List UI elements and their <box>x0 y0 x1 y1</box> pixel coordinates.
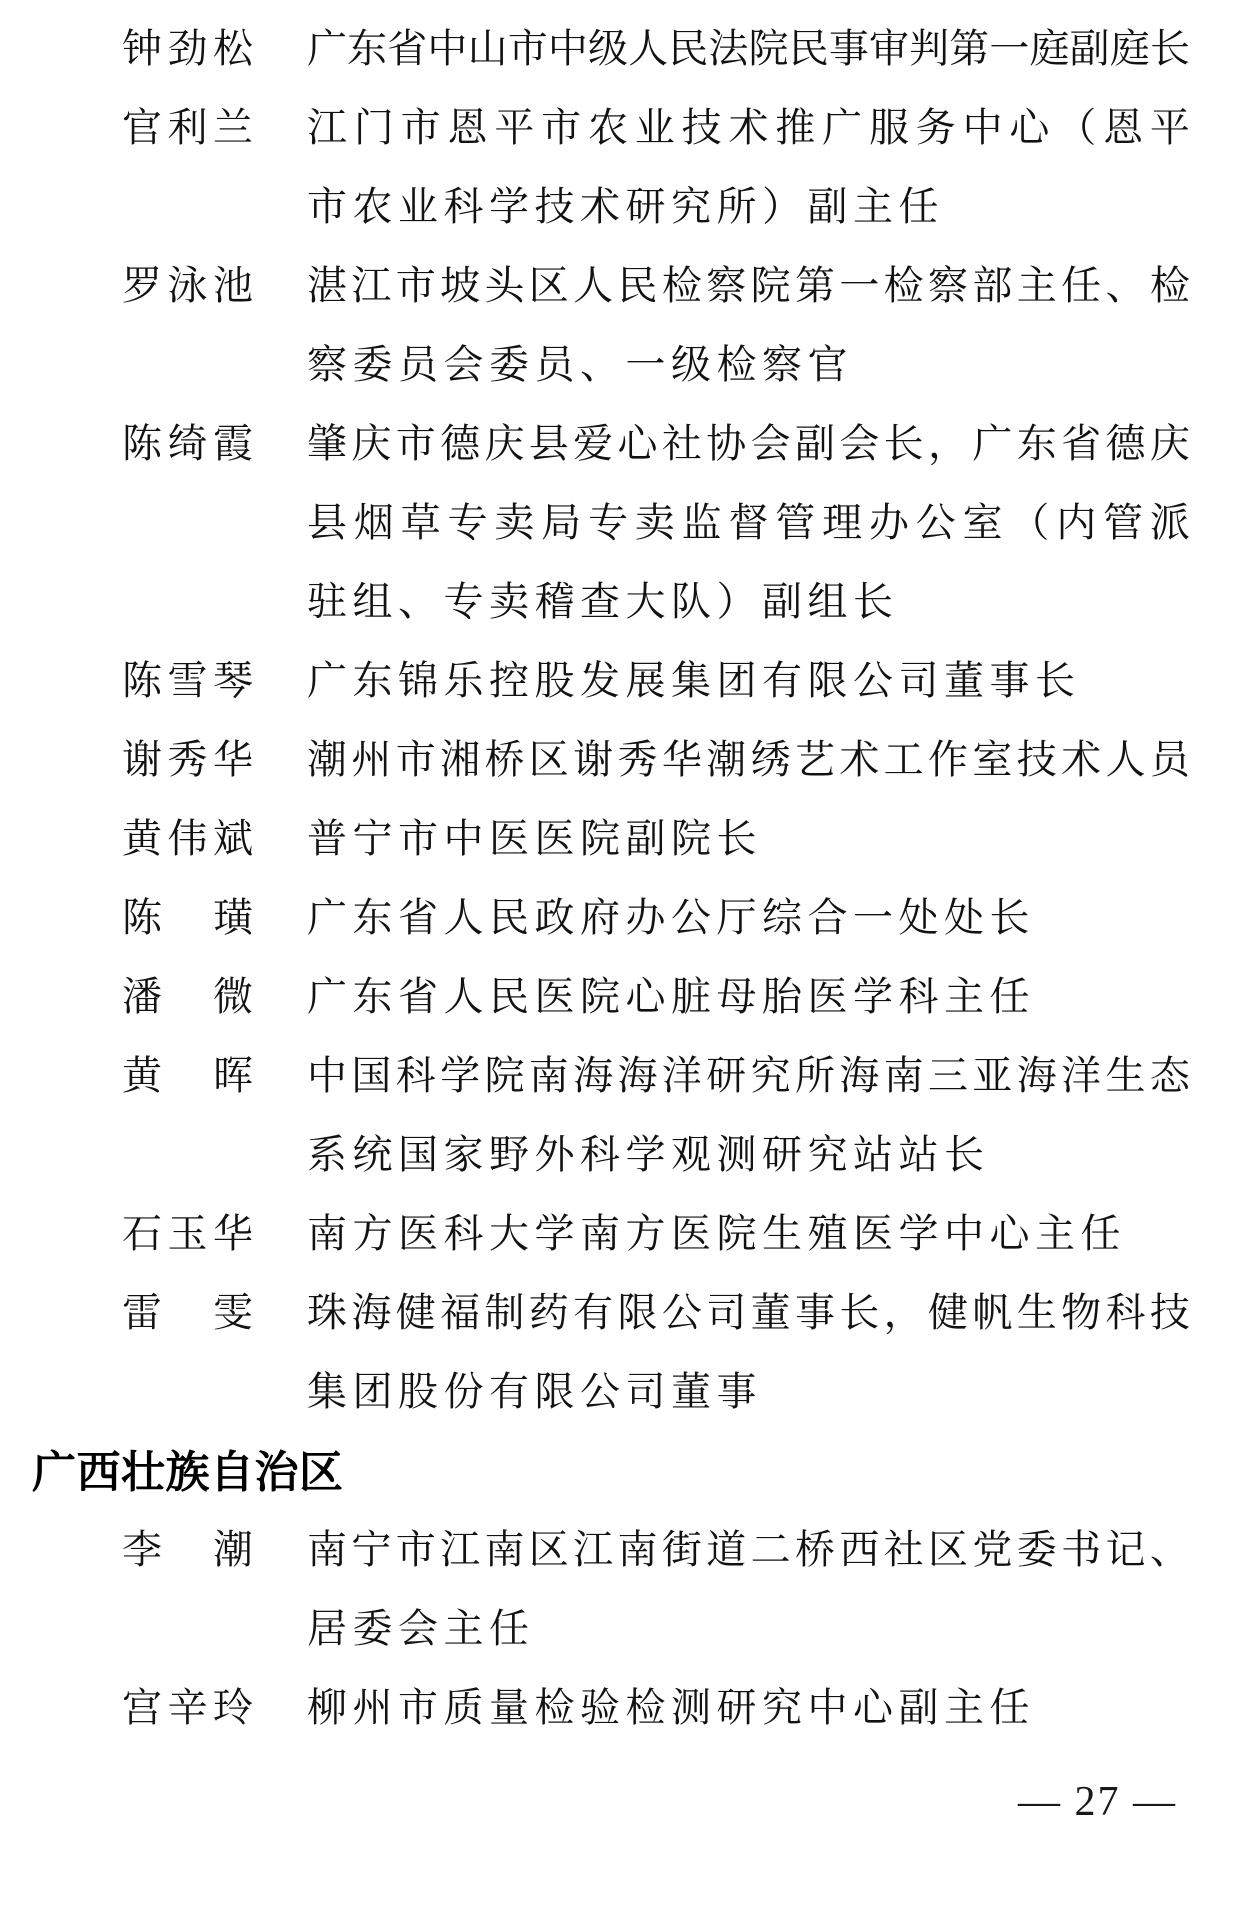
desc-char: 室 <box>962 500 1003 545</box>
desc-char: 有 <box>573 1290 614 1335</box>
desc-char: 工 <box>883 737 924 782</box>
desc-char: 、 <box>1105 263 1146 308</box>
desc-char: 会 <box>839 421 880 466</box>
desc-char: 一 <box>839 263 880 308</box>
desc-char: 事 <box>828 26 869 71</box>
desc-char: 任 <box>1061 263 1102 308</box>
desc-char: 办 <box>868 500 909 545</box>
desc-char: 检 <box>883 263 924 308</box>
desc-char: 科 <box>1105 1290 1146 1335</box>
desc-char: 草 <box>400 500 441 545</box>
desc-char: 态 <box>1149 1053 1190 1098</box>
entry-row <box>0 401 1242 480</box>
desc-char: 中 <box>962 105 1003 150</box>
desc-char: 洋 <box>1061 1053 1102 1098</box>
desc-char: 室 <box>972 737 1013 782</box>
name-char: 潮 <box>213 1527 253 1572</box>
section-header: 广西壮族自治区 <box>32 1447 344 1497</box>
desc-char: 法 <box>708 26 749 71</box>
name-char: 雪 <box>167 658 208 703</box>
page-number: — 27 — <box>1018 1779 1177 1825</box>
honoree-name <box>122 254 253 311</box>
desc-char: 技 <box>1149 1290 1190 1335</box>
desc-char: 公 <box>915 500 956 545</box>
desc-char: 潮 <box>307 737 347 782</box>
entry-continuation-row <box>0 322 1242 401</box>
desc-char: 德 <box>1105 421 1146 466</box>
entry-continuation-row <box>0 1349 1242 1428</box>
desc-char: 党 <box>972 1527 1013 1572</box>
desc-char: 科 <box>395 1053 436 1098</box>
desc-char: 心 <box>1009 105 1050 150</box>
name-char: 黄 <box>122 816 162 861</box>
desc-char: 人 <box>628 26 669 71</box>
desc-char: 头 <box>484 263 525 308</box>
section-header-row <box>0 1428 1242 1507</box>
name-char: 陈 <box>122 421 162 466</box>
desc-char: 东 <box>1016 421 1057 466</box>
desc-char: 南 <box>617 1527 658 1572</box>
honoree-name <box>122 17 253 74</box>
desc-char: 察 <box>706 263 747 308</box>
desc-char: 海 <box>351 1290 392 1335</box>
name-char: 利 <box>167 105 208 150</box>
desc-char: 理 <box>822 500 863 545</box>
position-description-line: 普宁市中医医院副院长 <box>307 816 762 861</box>
name-char: 泳 <box>167 263 208 308</box>
honoree-name <box>122 886 253 943</box>
desc-char: 健 <box>928 1290 969 1335</box>
desc-char: 广 <box>972 421 1013 466</box>
desc-char: 庆 <box>1149 421 1190 466</box>
desc-char: 专 <box>587 500 628 545</box>
desc-char: 三 <box>928 1053 969 1098</box>
desc-char: 广 <box>307 26 347 71</box>
desc-char: 道 <box>706 1527 747 1572</box>
desc-char: 庭 <box>1109 26 1150 71</box>
position-description-line: 广东省人民医院心脏母胎医学科主任 <box>307 974 1035 1019</box>
desc-char: 检 <box>661 263 702 308</box>
desc-char: 人 <box>1105 737 1146 782</box>
desc-char: 坡 <box>440 263 481 308</box>
desc-char: 华 <box>661 737 702 782</box>
name-char: 罗 <box>122 263 162 308</box>
name-char: 玉 <box>167 1211 208 1256</box>
honoree-name <box>122 728 253 785</box>
desc-char: 街 <box>661 1527 702 1572</box>
desc-char: 门 <box>353 105 394 150</box>
desc-char: 员 <box>1149 737 1190 782</box>
honoree-name <box>122 807 253 864</box>
desc-char: 务 <box>915 105 956 150</box>
desc-char: 长 <box>883 421 924 466</box>
desc-char: 限 <box>617 1290 658 1335</box>
entry-continuation-row <box>0 164 1242 243</box>
name-char: 石 <box>122 1211 162 1256</box>
name-char: 斌 <box>213 816 253 861</box>
desc-char: 事 <box>794 1290 835 1335</box>
desc-char: 南 <box>528 1053 569 1098</box>
desc-char: 绣 <box>750 737 791 782</box>
name-char: 微 <box>213 974 253 1019</box>
desc-char: 德 <box>440 421 481 466</box>
name-char: 钟 <box>122 26 162 71</box>
desc-char: 江 <box>440 1527 481 1572</box>
desc-char: 南 <box>307 1527 347 1572</box>
position-description-line: 南方医科大学南方医院生殖医学中心主任 <box>307 1211 1126 1256</box>
desc-char: 判 <box>909 26 950 71</box>
desc-char: 市 <box>507 26 548 71</box>
honoree-name <box>122 1281 253 1338</box>
desc-char: 副 <box>1069 26 1110 71</box>
desc-char: 洋 <box>661 1053 702 1098</box>
entry-row <box>0 1033 1242 1112</box>
desc-char: 潮 <box>706 737 747 782</box>
desc-char: 研 <box>706 1053 747 1098</box>
desc-char: 派 <box>1149 500 1190 545</box>
desc-char: 司 <box>706 1290 747 1335</box>
desc-char: 生 <box>1105 1053 1146 1098</box>
desc-char: 董 <box>750 1290 791 1335</box>
desc-char: 宁 <box>351 1527 392 1572</box>
name-char: 雯 <box>213 1290 253 1335</box>
desc-char: 中 <box>307 1053 347 1098</box>
desc-char: 桥 <box>794 1527 835 1572</box>
entry-row <box>0 796 1242 875</box>
name-char: 兰 <box>213 105 253 150</box>
entry-continuation-row <box>0 480 1242 559</box>
desc-char: 专 <box>447 500 488 545</box>
position-description-line <box>307 1281 1190 1338</box>
desc-char: 、 <box>1149 1527 1190 1572</box>
desc-char: 区 <box>528 263 569 308</box>
position-description-line: 驻组、专卖稽查大队）副组长 <box>307 579 899 624</box>
entry-row <box>0 1191 1242 1270</box>
name-char: 伟 <box>167 816 208 861</box>
desc-char: 卖 <box>494 500 535 545</box>
desc-char: 民 <box>617 263 658 308</box>
desc-char: 农 <box>587 105 628 150</box>
desc-char: 院 <box>750 263 791 308</box>
desc-char: 民 <box>668 26 709 71</box>
entry-row <box>0 6 1242 85</box>
desc-char: 管 <box>1103 500 1144 545</box>
desc-char: 市 <box>395 421 436 466</box>
desc-char: 社 <box>883 1527 924 1572</box>
position-description-line: 集团股份有限公司董事 <box>307 1369 762 1414</box>
desc-char: 术 <box>839 737 880 782</box>
name-char: 劲 <box>167 26 208 71</box>
desc-char: 术 <box>1061 737 1102 782</box>
position-description-line <box>307 254 1190 311</box>
desc-char: 江 <box>573 1527 614 1572</box>
desc-char: 局 <box>541 500 582 545</box>
position-description-line: 居委会主任 <box>307 1606 535 1651</box>
position-description-line: 广东锦乐控股发展集团有限公司董事长 <box>307 658 1081 703</box>
name-char: 霞 <box>213 421 253 466</box>
desc-char: 药 <box>528 1290 569 1335</box>
name-char: 秀 <box>167 737 208 782</box>
desc-char: 第 <box>949 26 990 71</box>
desc-char: 区 <box>928 1527 969 1572</box>
desc-char: 西 <box>839 1527 880 1572</box>
entry-row <box>0 1270 1242 1349</box>
desc-char: 市 <box>395 1527 436 1572</box>
desc-char: 民 <box>788 26 829 71</box>
desc-char: 县 <box>528 421 569 466</box>
entry-row <box>0 1507 1242 1586</box>
position-description-line: 察委员会委员、一级检察官 <box>307 342 853 387</box>
desc-char: 爱 <box>573 421 614 466</box>
desc-char: 南 <box>883 1053 924 1098</box>
desc-char: 会 <box>750 421 791 466</box>
desc-char: 心 <box>617 421 658 466</box>
desc-char: 级 <box>587 26 628 71</box>
position-description-line <box>307 412 1190 469</box>
desc-char: 谢 <box>573 737 614 782</box>
desc-char: 第 <box>794 263 835 308</box>
desc-char: 二 <box>750 1527 791 1572</box>
position-description-line: 市农业科学技术研究所）副主任 <box>307 184 944 229</box>
desc-char: 庭 <box>1029 26 1070 71</box>
name-char: 官 <box>122 105 162 150</box>
desc-char: 区 <box>528 737 569 782</box>
desc-char: 平 <box>1149 105 1190 150</box>
desc-char: 平 <box>494 105 535 150</box>
desc-char: 记 <box>1105 1527 1146 1572</box>
desc-char: 珠 <box>307 1290 347 1335</box>
desc-char: 主 <box>1016 263 1057 308</box>
desc-char: 制 <box>484 1290 525 1335</box>
honoree-name <box>122 96 253 153</box>
desc-char: 广 <box>822 105 863 150</box>
name-char: 池 <box>213 263 253 308</box>
desc-char: 区 <box>528 1527 569 1572</box>
desc-char: 湘 <box>440 737 481 782</box>
name-char: 陈 <box>122 658 162 703</box>
desc-char: 业 <box>634 105 675 150</box>
position-description-line <box>307 1518 1190 1575</box>
position-description-line <box>307 96 1190 153</box>
desc-char: 卖 <box>634 500 675 545</box>
desc-char: 长 <box>839 1290 880 1335</box>
name-char: 琴 <box>213 658 253 703</box>
desc-char: 恩 <box>1103 105 1144 150</box>
position-description-line: 广东省人民政府办公厅综合一处处长 <box>307 895 1035 940</box>
desc-char: 帆 <box>972 1290 1013 1335</box>
desc-char: 福 <box>440 1290 481 1335</box>
desc-char: （ <box>1056 105 1097 150</box>
desc-char: 国 <box>351 1053 392 1098</box>
desc-char: 管 <box>775 500 816 545</box>
name-char: 黄 <box>122 1053 162 1098</box>
entry-row <box>0 875 1242 954</box>
desc-char: 督 <box>728 500 769 545</box>
desc-char: 江 <box>307 105 347 150</box>
desc-char: 庆 <box>484 421 525 466</box>
desc-char: 院 <box>748 26 789 71</box>
entry-row <box>0 1665 1242 1744</box>
name-char: 华 <box>213 1211 253 1256</box>
entry-row <box>0 954 1242 1033</box>
desc-char: 湛 <box>307 263 347 308</box>
name-char: 宫 <box>122 1685 162 1730</box>
name-char: 李 <box>122 1527 162 1572</box>
desc-char: 人 <box>573 263 614 308</box>
desc-char: 长 <box>1149 26 1190 71</box>
desc-char: 海 <box>1016 1053 1057 1098</box>
position-description-line <box>307 17 1190 74</box>
desc-char: （ <box>1009 500 1050 545</box>
desc-char: 推 <box>775 105 816 150</box>
desc-char: 市 <box>395 737 436 782</box>
desc-char: 省 <box>1061 421 1102 466</box>
position-description-line <box>307 1044 1190 1101</box>
name-char: 谢 <box>122 737 162 782</box>
desc-char: 究 <box>750 1053 791 1098</box>
name-char: 潘 <box>122 974 162 1019</box>
honoree-name <box>122 1044 253 1101</box>
name-char: 华 <box>213 737 253 782</box>
name-char: 雷 <box>122 1290 162 1335</box>
desc-char: 县 <box>307 500 347 545</box>
desc-char: 州 <box>351 737 392 782</box>
desc-char: 技 <box>1016 737 1057 782</box>
position-description-line <box>307 728 1190 785</box>
desc-char: 市 <box>395 263 436 308</box>
desc-char: ， <box>928 421 969 466</box>
entry-row <box>0 717 1242 796</box>
desc-char: 技 <box>681 105 722 150</box>
name-char: 辛 <box>167 1685 208 1730</box>
desc-char: 恩 <box>447 105 488 150</box>
desc-char: 书 <box>1061 1527 1102 1572</box>
name-char: 璜 <box>213 895 253 940</box>
desc-char: 学 <box>440 1053 481 1098</box>
honoree-name <box>122 1676 253 1733</box>
desc-char: 监 <box>681 500 722 545</box>
desc-char: 省 <box>387 26 428 71</box>
desc-char: ， <box>883 1290 924 1335</box>
desc-char: 协 <box>706 421 747 466</box>
desc-char: 亚 <box>972 1053 1013 1098</box>
position-description-line: 系统国家野外科学观测研究站站长 <box>307 1132 990 1177</box>
desc-char: 审 <box>868 26 909 71</box>
desc-char: 庆 <box>351 421 392 466</box>
desc-char: 生 <box>1016 1290 1057 1335</box>
entry-row <box>0 243 1242 322</box>
desc-char: 中 <box>427 26 468 71</box>
desc-char: 东 <box>347 26 388 71</box>
desc-char: 海 <box>617 1053 658 1098</box>
desc-char: 副 <box>794 421 835 466</box>
desc-char: 市 <box>541 105 582 150</box>
desc-char: 委 <box>1016 1527 1057 1572</box>
desc-char: 山 <box>467 26 508 71</box>
position-description-line <box>307 491 1190 548</box>
desc-char: 南 <box>484 1527 525 1572</box>
honoree-name <box>122 412 253 469</box>
desc-char: 公 <box>661 1290 702 1335</box>
name-char: 陈 <box>122 895 162 940</box>
honoree-list <box>0 6 1242 1744</box>
desc-char: 海 <box>839 1053 880 1098</box>
desc-char: 市 <box>400 105 441 150</box>
name-char: 绮 <box>167 421 208 466</box>
name-char: 晖 <box>213 1053 253 1098</box>
desc-char: 物 <box>1061 1290 1102 1335</box>
entry-continuation-row <box>0 1112 1242 1191</box>
desc-char: 作 <box>928 737 969 782</box>
honoree-name <box>122 1518 253 1575</box>
desc-char: 秀 <box>617 737 658 782</box>
desc-char: 烟 <box>353 500 394 545</box>
desc-char: 一 <box>989 26 1030 71</box>
entry-continuation-row <box>0 1586 1242 1665</box>
honoree-name <box>122 965 253 1022</box>
position-description-line: 柳州市质量检验检测研究中心副主任 <box>307 1685 1035 1730</box>
desc-char: 健 <box>395 1290 436 1335</box>
name-char: 玲 <box>213 1685 253 1730</box>
desc-char: 所 <box>794 1053 835 1098</box>
desc-char: 检 <box>1149 263 1190 308</box>
desc-char: 察 <box>928 263 969 308</box>
desc-char: 术 <box>728 105 769 150</box>
desc-char: 服 <box>868 105 909 150</box>
desc-char: 社 <box>661 421 702 466</box>
desc-char: 内 <box>1056 500 1097 545</box>
desc-char: 江 <box>351 263 392 308</box>
honoree-name <box>122 1202 253 1259</box>
entry-continuation-row <box>0 559 1242 638</box>
desc-char: 肇 <box>307 421 347 466</box>
desc-char: 艺 <box>794 737 835 782</box>
entry-row <box>0 638 1242 717</box>
desc-char: 桥 <box>484 737 525 782</box>
desc-char: 海 <box>573 1053 614 1098</box>
honoree-name <box>122 649 253 706</box>
name-char: 松 <box>213 26 253 71</box>
desc-char: 院 <box>484 1053 525 1098</box>
entry-row <box>0 85 1242 164</box>
desc-char: 中 <box>547 26 588 71</box>
desc-char: 部 <box>972 263 1013 308</box>
